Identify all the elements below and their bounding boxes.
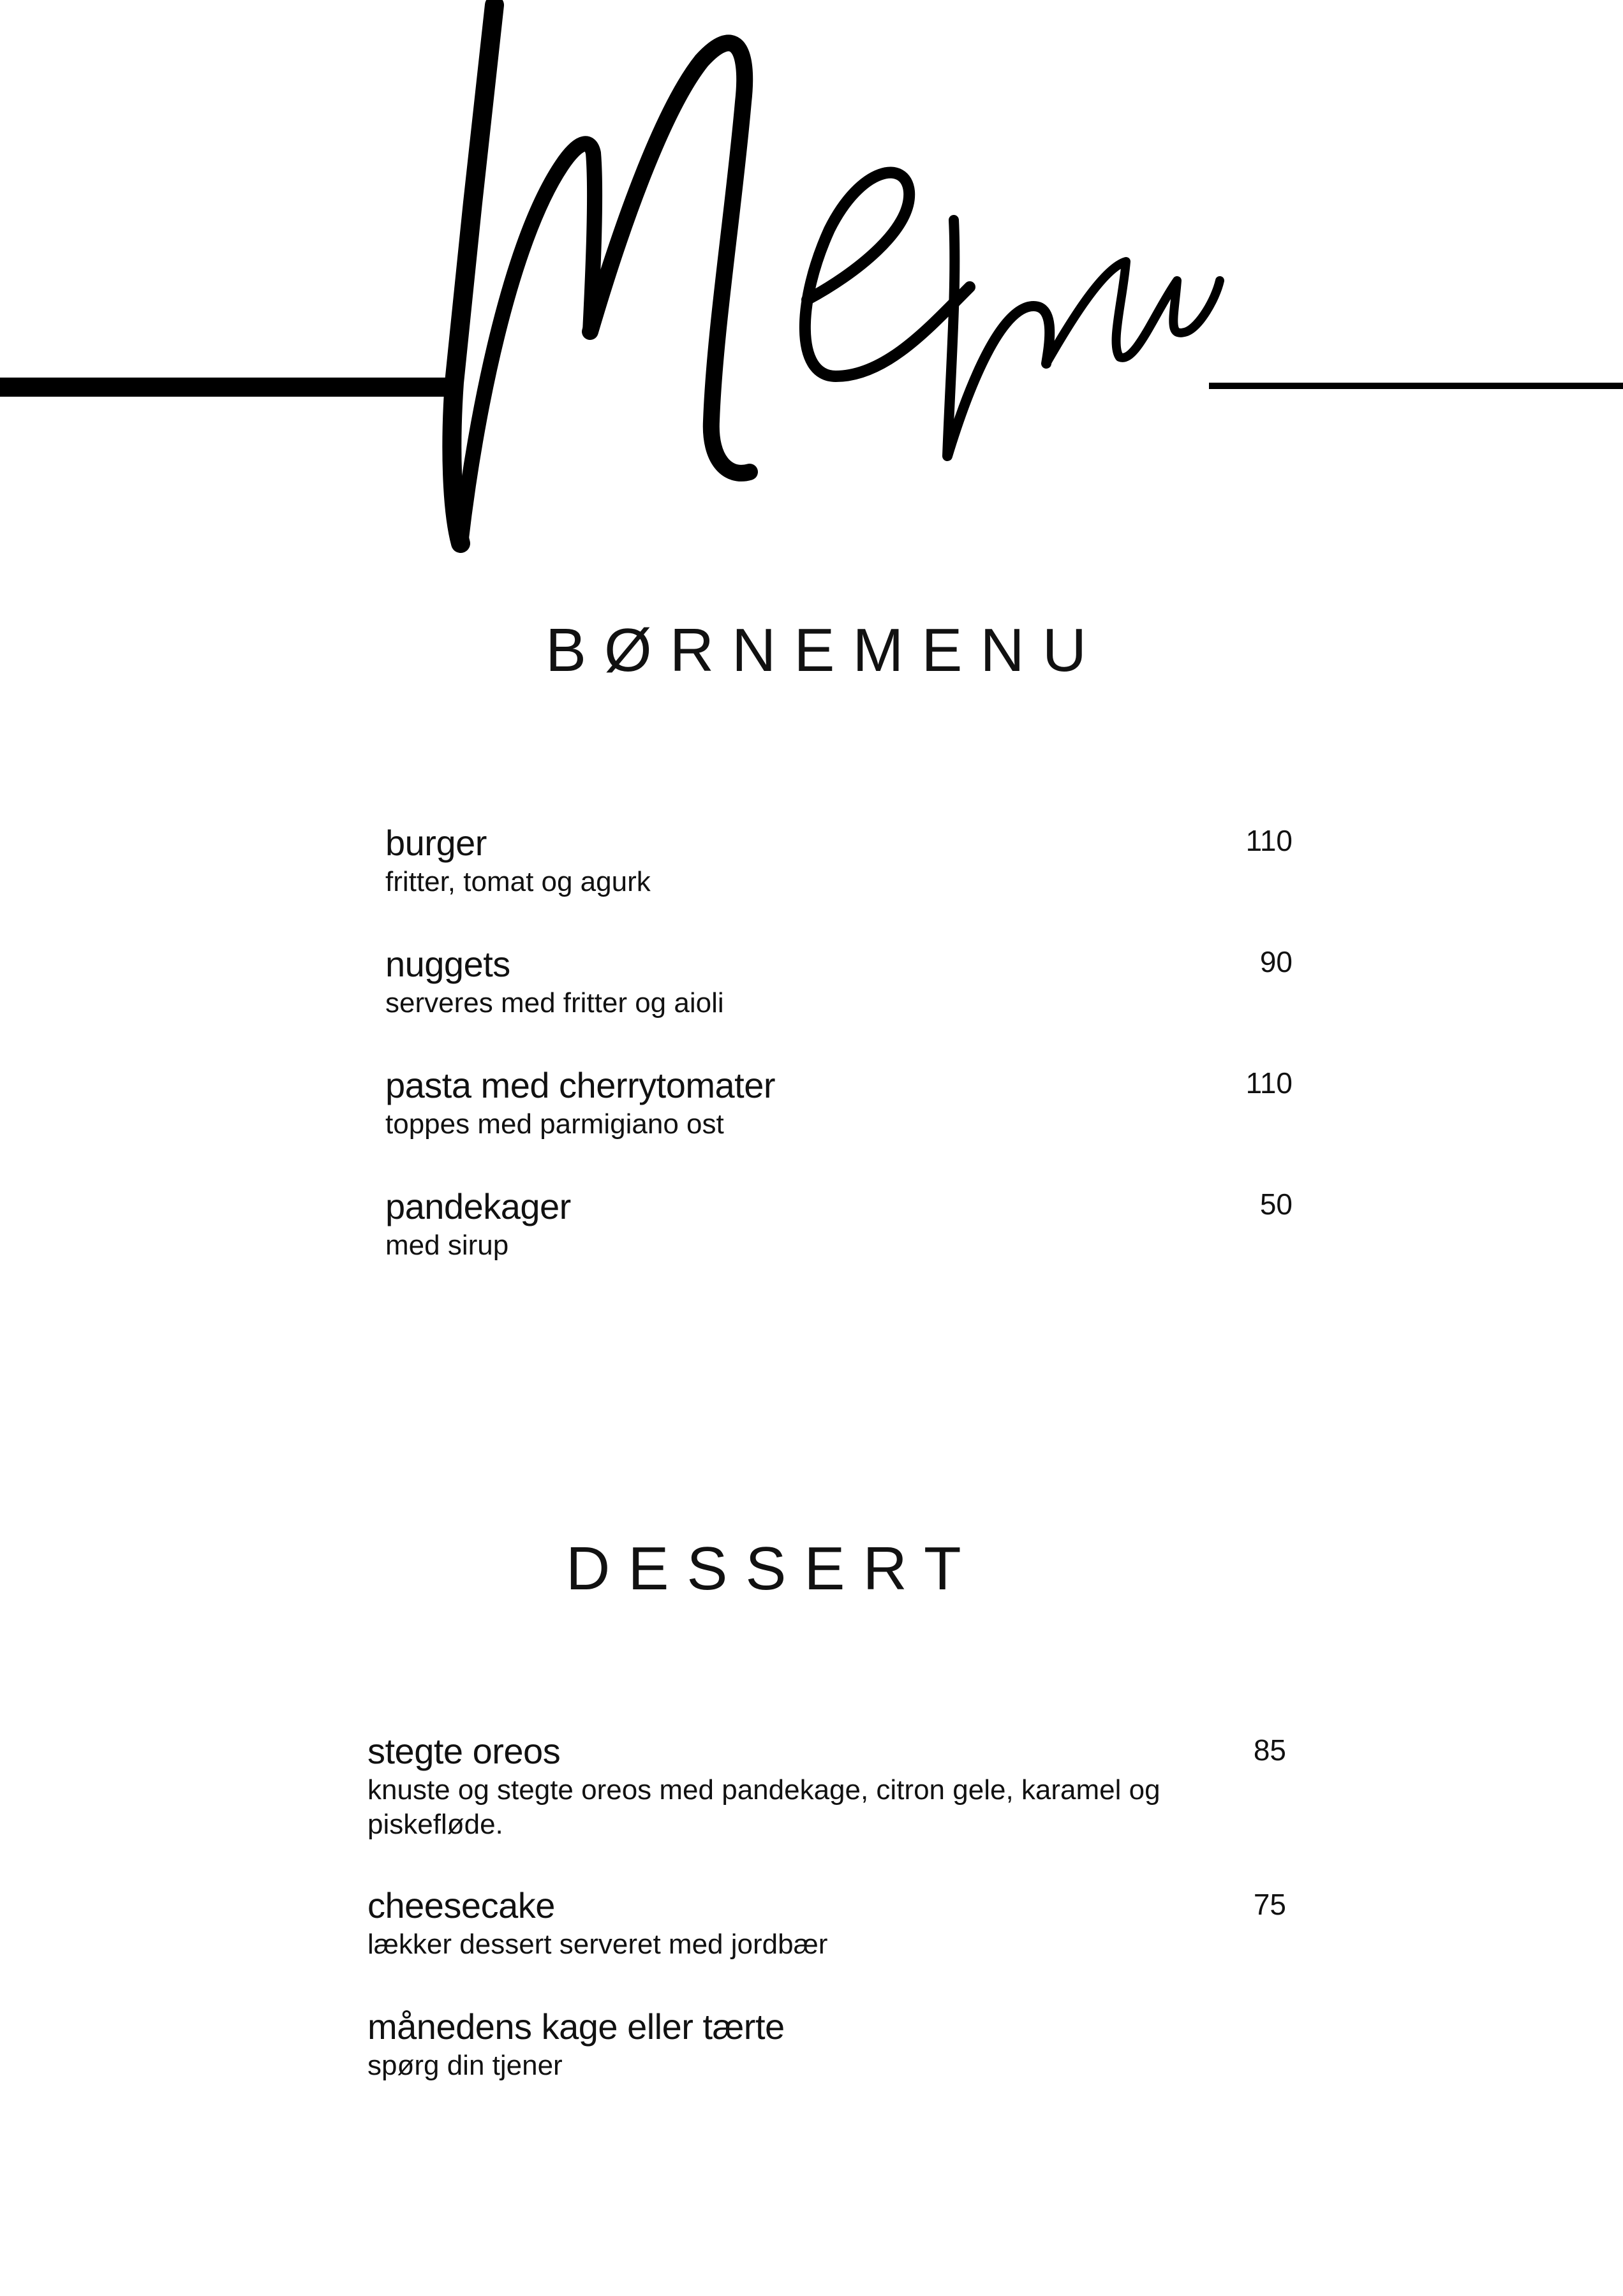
item-name: nuggets [385,944,510,984]
item-description: fritter, tomat og agurk [385,866,651,897]
menu-title-script [408,0,1238,561]
item-name: cheesecake [367,1885,555,1925]
section-heading-bornemenu: BØRNEMENU [545,616,1105,684]
item-price: 110 [1245,824,1293,857]
item-name: pasta med cherrytomater [385,1065,775,1105]
item-price: 50 [1259,1188,1293,1221]
item-price: 85 [1253,1733,1286,1767]
header-rule-right [1209,383,1623,389]
item-name: burger [385,823,487,863]
item-description: med sirup [385,1230,509,1261]
item-price: 110 [1245,1066,1293,1100]
item-description: serveres med fritter og aioli [385,987,724,1019]
item-price: 75 [1253,1888,1286,1921]
item-description: toppes med parmigiano ost [385,1108,724,1140]
menu-item [367,2005,1324,2083]
item-description: lækker dessert serveret med jordbær [367,1929,828,1960]
item-name: månedens kage eller tærte [367,2006,785,2047]
item-description: spørg din tjener [367,2050,563,2081]
item-description: knuste og stegte oreos med pandekage, citron gele, karamel og piskefløde. [367,1774,1160,1840]
item-name: pandekager [385,1186,571,1226]
item-name: stegte oreos [367,1731,561,1771]
header-rule-left [0,378,447,397]
item-price: 90 [1259,945,1293,978]
section-heading-dessert: DESSERT [566,1534,979,1603]
